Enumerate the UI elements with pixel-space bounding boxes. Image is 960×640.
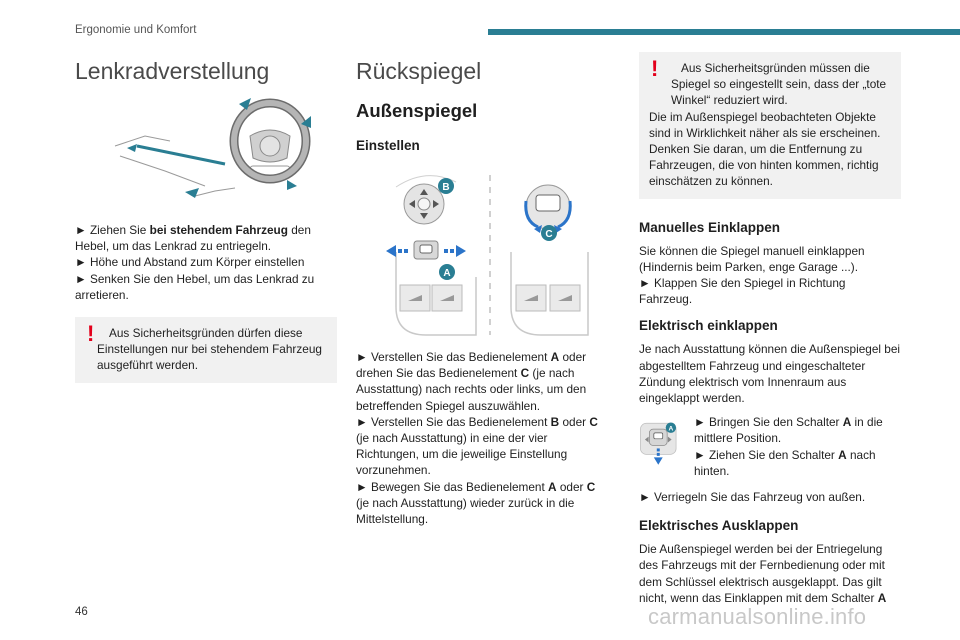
steering-step-1: ► Ziehen Sie bei stehendem Fahrzeug den Hebel, um das Lenkrad zu entriegeln.: [75, 223, 311, 254]
column-mirror-folding: [639, 52, 901, 606]
warning-exclamation-icon: !: [651, 56, 659, 81]
steering-warning-box: [75, 317, 337, 383]
callout-a: A: [668, 425, 674, 433]
manual-fold-step: ► Klappen Sie den Spiegel in Richtung Fahrzeug.: [639, 276, 846, 307]
mirror-step-2: ► Verstellen Sie das Bedienelement B oder C (je nach Ausstattung) in eine der vier Richtungen, um die jeweilige Einstellung vorzunehmen.: [356, 414, 598, 478]
subtitle-outside-mirrors: Außenspiegel: [356, 100, 478, 121]
mirror-switch-fold-icon: [639, 414, 682, 474]
heading-manual-fold: Manuelles Einklappen: [639, 219, 781, 235]
mirror-warning-p1: Aus Sicherheitsgründen müssen die Spiegel so eingestellt sein, dass der „tote Winkel“ reduziert wird.: [671, 61, 887, 108]
electric-fold-text: Je nach Ausstattung können die Außenspiegel bei abgestelltem Fahrzeug und eingeschalteter Zündung elektrisch vom Innenraum aus eingeklappt werden.: [639, 342, 901, 406]
watermark: carmanualsonline.info: [648, 604, 867, 629]
mirror-step-1: ► Verstellen Sie das Bedienelement A oder drehen Sie das Bedienelement C (je nach Ausstattung) nach rechts oder links, um den betreffenden Spiegel auszuwählen.: [356, 350, 587, 413]
column-steering: [75, 52, 337, 383]
electric-fold-step-1: ► Bringen Sie den Schalter A in die mittlere Position.: [694, 415, 883, 446]
mirror-warning-p2: Die im Außenspiegel beobachteten Objekte sind in Wirklichkeit näher als sie erscheinen.: [649, 109, 881, 140]
accent-bar: [488, 29, 960, 35]
column-mirrors: [356, 52, 604, 527]
heading-adjust: Einstellen: [356, 138, 420, 153]
mirror-warning-box: [639, 52, 901, 199]
warning-exclamation-icon: !: [87, 321, 95, 347]
mirror-step-3: ► Bewegen Sie das Bedienelement A oder C (je nach Ausstattung) wieder zurück in die Mittelstellung.: [356, 479, 596, 527]
heading-electric-unfold: Elektrisches Ausklappen: [639, 518, 799, 534]
electric-unfold-text: Die Außenspiegel werden bei der Entriegelung des Fahrzeugs mit der Fernbedienung oder mit dem Schlüssel elektrisch ausgeklappt. Das gilt nicht, wenn das Einklappen mit dem Schalter A: [639, 542, 887, 605]
section-title-mirrors: Rückspiegel: [356, 58, 482, 84]
callout-b: B: [442, 182, 450, 193]
section-title-steering: Lenkradverstellung: [75, 58, 270, 84]
electric-fold-step-3: ► Verriegeln Sie das Fahrzeug von außen.: [639, 490, 866, 505]
chapter-title: Ergonomie und Komfort: [75, 24, 197, 36]
steering-step-2: ► Höhe und Abstand zum Körper einstellen: [75, 255, 305, 270]
heading-electric-fold: Elektrisch einklappen: [639, 318, 778, 334]
callout-c: C: [545, 229, 553, 240]
steering-wheel-adjustment-illustration: [75, 96, 337, 206]
steering-warning-text: Aus Sicherheitsgründen dürfen diese Einstellungen nur bei stehendem Fahrzeug ausgeführt werden.: [97, 326, 322, 373]
electric-fold-step-2: ► Ziehen Sie den Schalter A nach hinten.: [694, 447, 876, 478]
mirror-warning-p3: Denken Sie daran, um die Entfernung zu Fahrzeugen, die von hinten kommen, richtig einschätzen zu können.: [649, 142, 879, 189]
callout-a: A: [443, 268, 451, 279]
steering-step-3: ► Senken Sie den Hebel, um das Lenkrad zu arretieren.: [75, 271, 315, 302]
manual-fold-text: Sie können die Spiegel manuell einklappen (Hindernis beim Parken, enge Garage ...).: [639, 243, 865, 274]
mirror-controls-illustration: [356, 167, 604, 339]
page-number: 46: [75, 606, 88, 618]
